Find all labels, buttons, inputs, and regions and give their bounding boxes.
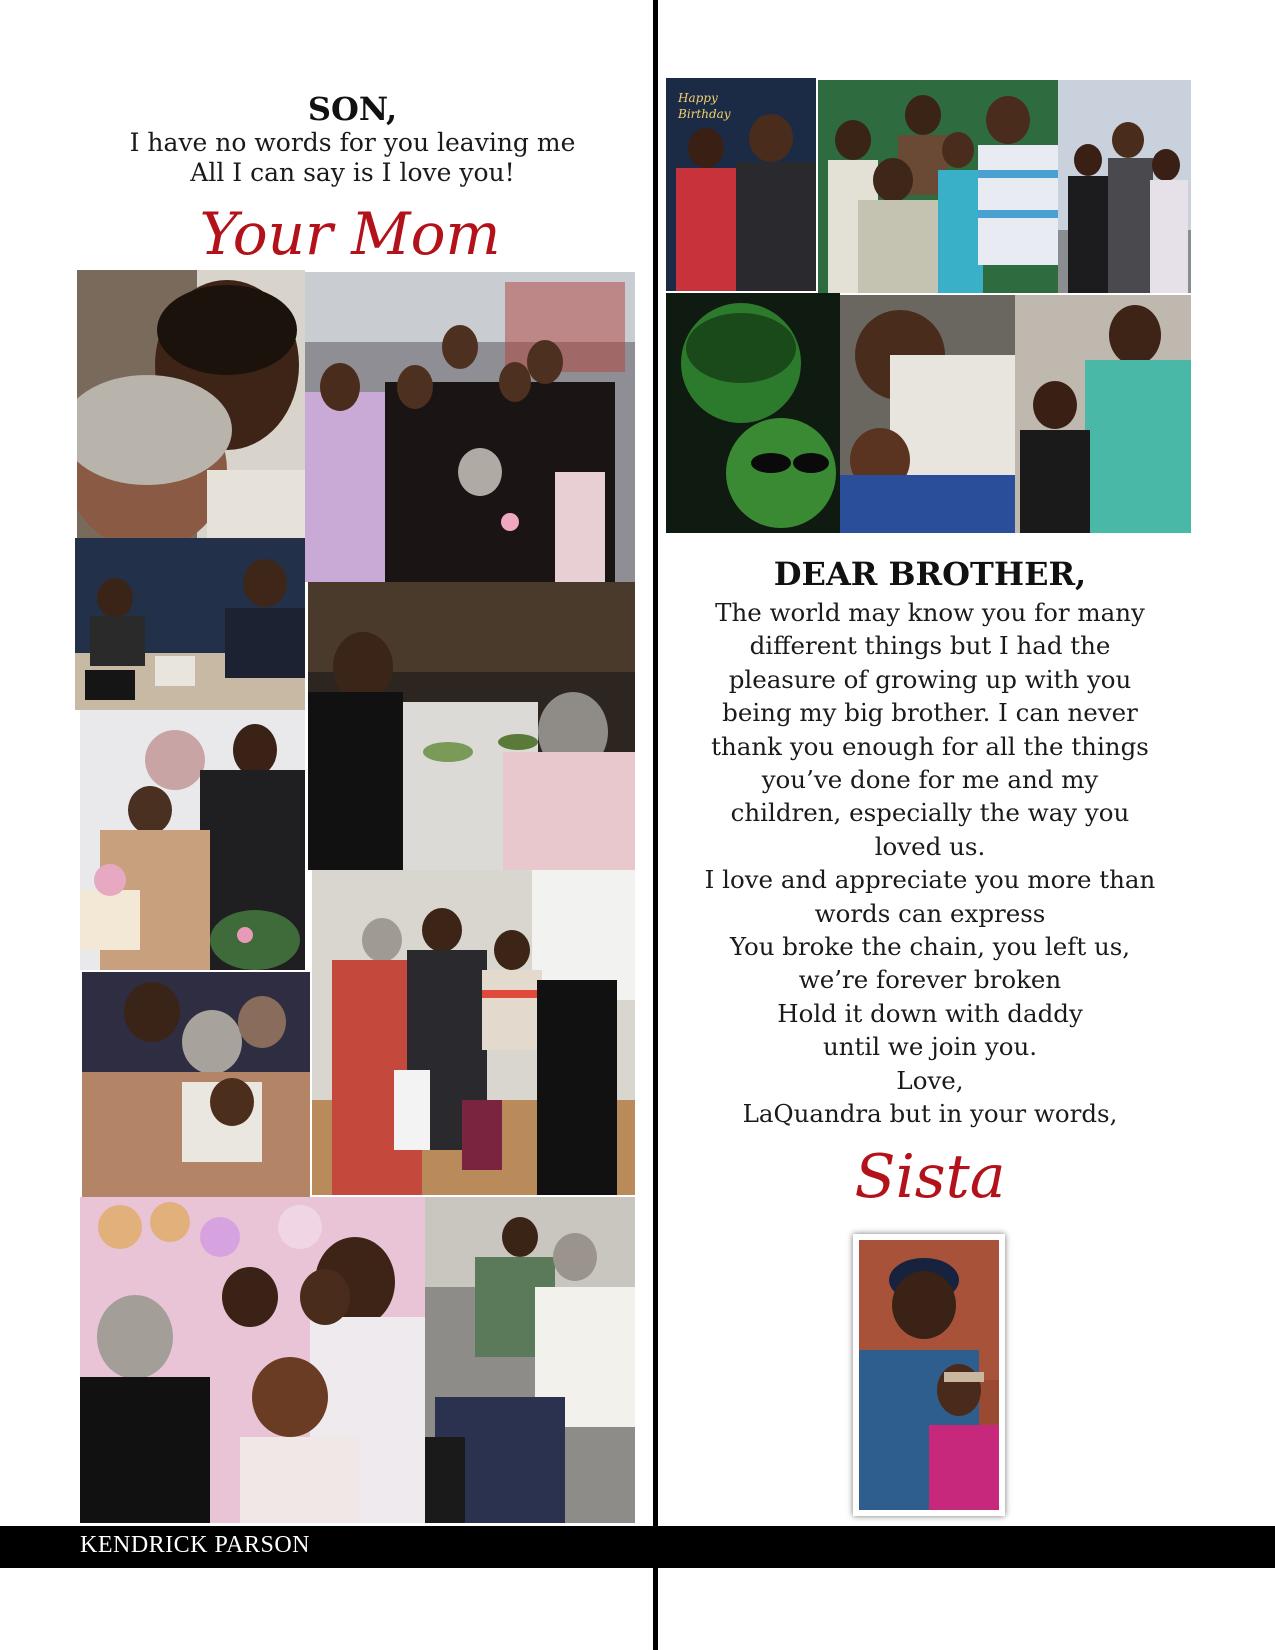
- letter-line: loved us.: [874, 831, 986, 861]
- letter-line: children, especially the way you: [730, 798, 1130, 828]
- collage-photo-birthday-cake: [80, 710, 305, 970]
- collage-photo-family-group: [305, 272, 635, 582]
- letter-line: I love and appreciate you more than: [704, 865, 1156, 895]
- letter-line: Hold it down with daddy: [777, 998, 1083, 1028]
- brother-heading: DEAR BROTHER,: [773, 555, 1087, 593]
- svg-text:Happy: Happy: [678, 91, 718, 105]
- collage-photo-restaurant-meal: [308, 582, 635, 870]
- collage-photo-couple-teal-shirt: [1015, 295, 1191, 533]
- letter-line: words can express: [814, 898, 1046, 928]
- collage-photo-hug-kiss: [840, 295, 1015, 533]
- son-heading: SON,: [307, 90, 398, 128]
- collage-photo-green-selfie: [666, 293, 840, 533]
- letter-line: pleasure of growing up with you: [728, 664, 1132, 694]
- brother-letter: [690, 596, 1170, 1131]
- letter-line: The world may know you for many: [715, 598, 1145, 627]
- letter-line: we’re forever broken: [798, 965, 1062, 995]
- sista-signature: Sista: [854, 1142, 1006, 1212]
- letter-line: you’ve done for me and my: [761, 765, 1099, 795]
- collage-photo-dinner-table: [75, 538, 305, 710]
- son-line-1: I have no words for you leaving me: [129, 128, 576, 157]
- collage-photo-outdoor-trio: [1058, 80, 1191, 293]
- svg-text:Birthday: Birthday: [678, 107, 731, 121]
- letter-line: You broke the chain, you left us,: [729, 932, 1131, 962]
- letter-line: being my big brother. I can never: [722, 698, 1138, 728]
- son-line-2: All I can say is I love you!: [190, 158, 515, 187]
- letter-line: thank you enough for all the things: [711, 731, 1149, 761]
- center-divider: [653, 0, 658, 1650]
- collage-photo-mother-son-closeup: [77, 270, 305, 538]
- collage-photo-dancing: [425, 1197, 635, 1523]
- letter-line: LaQuandra but in your words,: [742, 1099, 1118, 1129]
- footer-name: KENDRICK PARSON: [80, 1532, 310, 1558]
- collage-photo-birthday-couple: [666, 78, 816, 291]
- letter-line: until we join you.: [822, 1032, 1038, 1062]
- letter-line: Love,: [896, 1065, 964, 1095]
- collage-photo-birthday-party: [80, 1197, 425, 1523]
- letter-line: different things but I had the: [749, 631, 1111, 661]
- collage-photo-siblings-group: [818, 80, 1058, 293]
- sibling-portrait-photo: [859, 1240, 999, 1510]
- sibling-portrait-frame: [853, 1234, 1005, 1516]
- mom-signature: Your Mom: [199, 200, 501, 268]
- collage-photo-family-gathering: [312, 870, 635, 1195]
- collage-photo-embrace: [82, 972, 310, 1197]
